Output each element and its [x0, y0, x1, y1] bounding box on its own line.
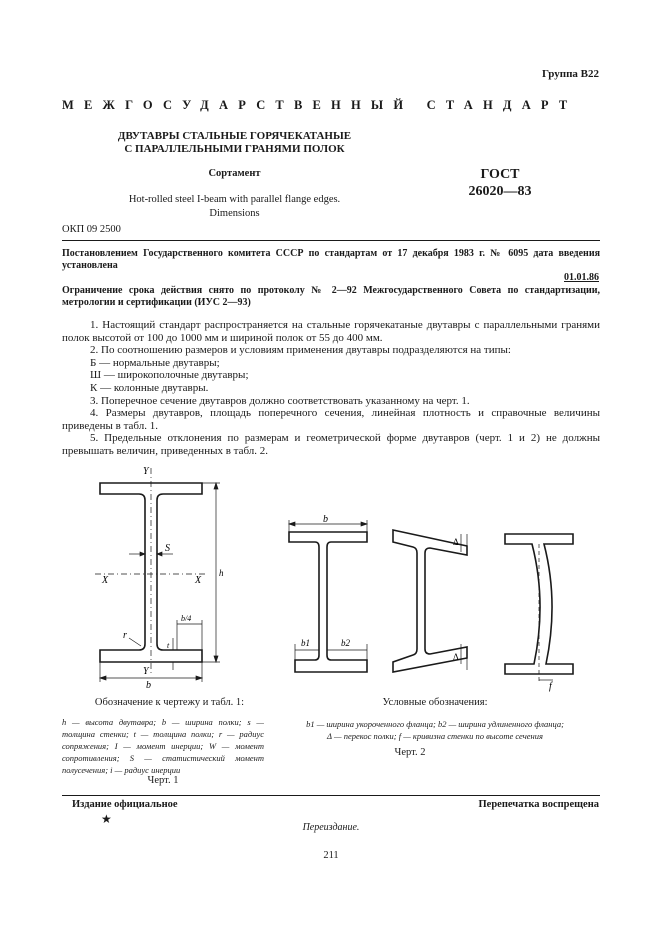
type-sh-item: Ш — широкополочные двутавры; [90, 369, 249, 382]
figure-2-legend [280, 718, 590, 742]
header-divider [62, 240, 600, 241]
b-label: b [146, 680, 151, 691]
type-b-item: Б — нормальные двутавры; [90, 356, 220, 369]
t-label: t [167, 641, 170, 650]
delta-top-label: Δ [453, 537, 459, 547]
figure-2-number: Черт. 2 [394, 747, 426, 758]
b-label-2: b [323, 514, 328, 525]
footer-divider [62, 795, 600, 796]
standard-banner: МЕЖГОСУДАРСТВЕННЫЙ СТАНДАРТ [62, 98, 578, 112]
reissue-note: Переиздание. [302, 822, 360, 833]
figure-1-caption: Обозначение к чертежу и табл. 1: [94, 697, 245, 708]
f-label: f [549, 681, 552, 692]
gost-number: 26020—83 [468, 184, 532, 199]
skewed-flange-section [393, 530, 467, 672]
figure-1-ibeam-section [85, 462, 240, 692]
y-bottom-label: Y [143, 666, 149, 677]
gost-label: ГОСТ [480, 167, 520, 182]
star-icon: ★ [101, 812, 112, 826]
document-title [62, 130, 407, 156]
paragraph-3: 3. Поперечное сечение двутавров должно соответствовать указанному на черт. 1. [90, 394, 470, 407]
english-title [62, 193, 407, 221]
edition-label: Издание официальное [72, 799, 178, 810]
figure-2-caption: Условные обозначения: [382, 697, 488, 708]
b4-label: b/4 [181, 614, 192, 623]
intro-date: 01.01.86 [564, 272, 599, 283]
y-top-label: Y [143, 466, 149, 477]
page-number: 211 [323, 850, 339, 861]
decree-text: Постановлением Государственного комитета СССР по стандартам от 17 декабря 1983 г. № 6095 дата введения установлена [62, 248, 600, 271]
english-title-line-1: Hot-rolled steel I-beam with parallel flange edges. [128, 194, 341, 205]
x-left-label: X [102, 575, 109, 586]
b2-label: b2 [341, 638, 350, 648]
paragraph-2: 2. По соотношению размеров и условиям применения двутавры подразделяются на типы: [90, 344, 511, 357]
x-right-label: X [195, 575, 202, 586]
document-subtitle: Сортамент [208, 168, 261, 179]
shortened-flange-section [289, 532, 367, 672]
reprint-notice: Перепечатка воспрещена [478, 799, 599, 810]
title-line-2: С ПАРАЛЛЕЛЬНЫМИ ГРАНЯМИ ПОЛОК [124, 143, 345, 155]
gost-block [430, 166, 570, 200]
paragraph-4: 4. Размеры двутавров, площадь поперечного сечения, линейная плотность и справочные величины приведены в табл. 1. [62, 407, 600, 432]
type-k-item: К — колонные двутавры. [90, 381, 209, 394]
paragraph-1: 1. Настоящий стандарт распространяется на стальные горячекатаные двутавры с параллельными гранями полок высотой от 100 до 1000 мм и шириной полок от 55 до 400 мм. [62, 319, 600, 344]
okp-code: ОКП 09 2500 [62, 224, 121, 235]
limitation-text: Ограничение срока действия снято по протоколу № 2—92 Межгосударственного Совета по стандартизации, метрологии и сертификации (ИУС 2—93) [62, 285, 600, 308]
b1-label: b1 [301, 638, 310, 648]
h-label: h [219, 568, 224, 578]
delta-bottom-label: Δ [453, 652, 459, 662]
figure-2-deviations [285, 512, 585, 692]
figure-2-legend-line-2: Δ — перекос полки; f — кривизна стенки по высоте сечения [327, 731, 543, 741]
title-line-1: ДВУТАВРЫ СТАЛЬНЫЕ ГОРЯЧЕКАТАНЫЕ [117, 130, 352, 142]
figure-1-legend: h — высота двутавра; b — ширина полки; s — толщина стенки; t — толщина полки; r — радиус сопряжения; I — момент инерции; W — момент сопротивления; S — статистический момент полусечения; i — радиус инерции [62, 717, 264, 775]
s-label: S [165, 543, 170, 554]
r-label: r [123, 630, 127, 641]
english-title-line-2: Dimensions [209, 208, 260, 219]
group-code: Группа В22 [541, 68, 599, 80]
body-paragraphs [62, 319, 600, 458]
paragraph-5: 5. Предельные отклонения по размерам и геометрической форме двутавров (черт. 1 и 2) не должны превышать величин, приведенных в табл. 2. [62, 432, 600, 457]
figure-1-number: Черт. 1 [147, 775, 179, 786]
figure-2-legend-line-1: b1 — ширина укороченного фланца; b2 — ширина удлиненного фланца; [306, 719, 564, 729]
